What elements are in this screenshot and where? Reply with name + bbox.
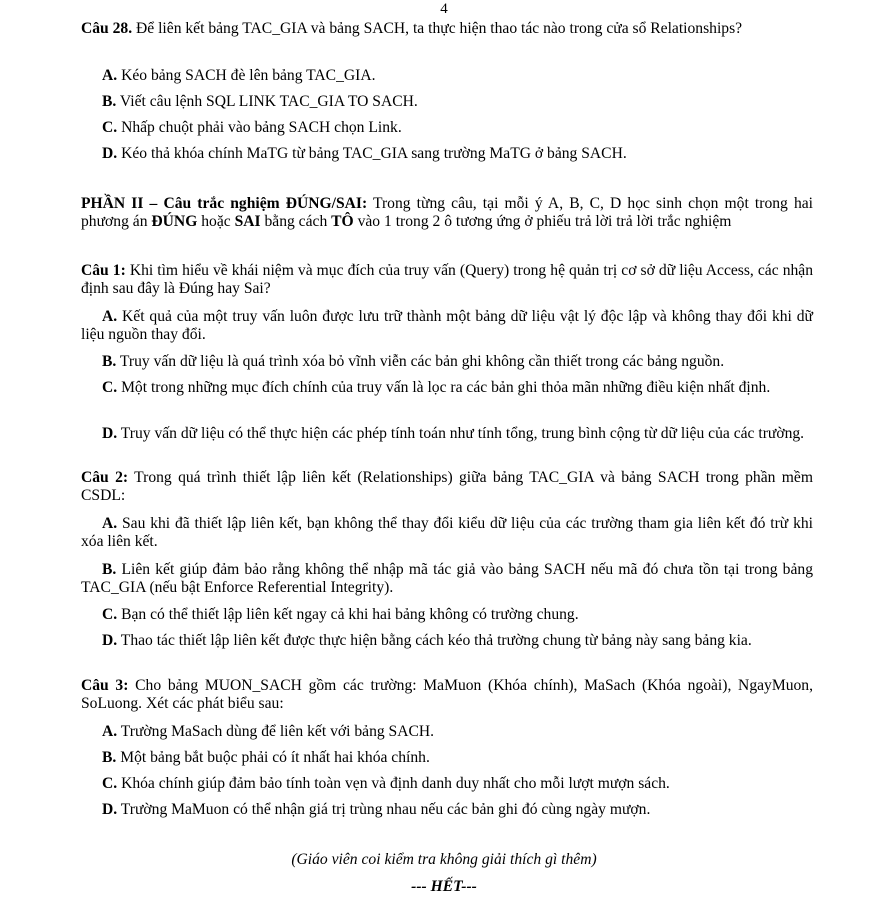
q28-option-b [102, 93, 813, 111]
option-text: Một trong những mục đích chính của truy vấn là lọc ra các bản ghi thỏa mãn những điều kiện nhất định. [117, 379, 771, 396]
option-label: D. [102, 632, 118, 649]
q2-option-a [81, 515, 813, 551]
q3-option-d [81, 801, 813, 819]
tf-question-3 [81, 677, 813, 713]
question-label: Câu 3: [81, 677, 129, 694]
q1-option-c [81, 379, 813, 397]
q3-option-a [81, 723, 813, 741]
option-text: Kéo thả khóa chính MaTG từ bảng TAC_GIA sang trường MaTG ở bảng SACH. [117, 145, 627, 162]
tf-question-2 [81, 469, 813, 505]
option-label: B. [102, 93, 117, 110]
tf-question-1 [81, 262, 813, 298]
option-text: Kết quả của một truy vấn luôn được lưu trữ thành một bảng dữ liệu vật lý độc lập và không thay đổi khi dữ liệu nguồn thay đổi. [81, 308, 813, 343]
option-label: B. [102, 353, 117, 370]
q28-option-a [102, 67, 813, 85]
question-text: Cho bảng MUON_SACH gồm các trường: MaMuon (Khóa chính), MaSach (Khóa ngoài), NgayMuon, SoLuong. Xét các phát biểu sau: [81, 677, 813, 712]
option-label: B. [102, 749, 117, 766]
question-28 [81, 20, 813, 38]
option-label: A. [102, 723, 118, 740]
part-2-instructions [81, 195, 813, 231]
instruction-bold: TÔ [331, 213, 354, 230]
option-label: A. [102, 515, 118, 532]
option-text: Một bảng bắt buộc phải có ít nhất hai khóa chính. [116, 749, 430, 766]
option-text: Liên kết giúp đảm bảo rằng không thể nhập mã tác giả vào bảng SACH nếu mã đó chưa tồn tại trong bảng TAC_GIA (nếu bật Enforce Referential Integrity). [81, 561, 813, 596]
option-label: C. [102, 606, 118, 623]
instruction-bold: SAI [234, 213, 261, 230]
instruction-text: bằng cách [260, 213, 332, 230]
option-label: B. [102, 561, 117, 578]
option-label: D. [102, 425, 118, 442]
option-text: Viết câu lệnh SQL LINK TAC_GIA TO SACH. [116, 93, 418, 110]
instruction-bold: ĐÚNG [151, 213, 198, 230]
option-label: C. [102, 379, 118, 396]
q1-option-d [81, 425, 813, 443]
page-number: 4 [440, 1, 448, 17]
option-label: C. [102, 775, 118, 792]
part-heading: PHẦN II – Câu trắc nghiệm ĐÚNG/SAI: [81, 195, 368, 212]
q2-option-b [81, 561, 813, 597]
option-text: Trường MaMuon có thể nhận giá trị trùng nhau nếu các bản ghi đó cùng ngày mượn. [117, 801, 651, 818]
instruction-text: vào 1 trong 2 ô tương ứng ở phiếu trả lời trả lời trắc nghiệm [353, 213, 732, 230]
instruction-text: hoặc [197, 213, 235, 230]
option-label: A. [102, 308, 118, 325]
q3-option-b [81, 749, 813, 767]
option-text: Thao tác thiết lập liên kết được thực hiện bằng cách kéo thả trường chung từ bảng này sang bảng kia. [117, 632, 752, 649]
option-label: D. [102, 801, 118, 818]
option-label: C. [102, 119, 118, 136]
option-text: Truy vấn dữ liệu có thể thực hiện các phép tính toán như tính tổng, trung bình cộng từ dữ liệu của các trường. [117, 425, 805, 442]
option-text: Nhấp chuột phải vào bảng SACH chọn Link. [117, 119, 402, 136]
question-label: Câu 2: [81, 469, 129, 486]
question-text: Trong quá trình thiết lập liên kết (Relationships) giữa bảng TAC_GIA và bảng SACH trong phần mềm CSDL: [81, 469, 813, 504]
option-text: Truy vấn dữ liệu là quá trình xóa bỏ vĩnh viễn các bản ghi không cần thiết trong các bảng nguồn. [116, 353, 725, 370]
option-text: Sau khi đã thiết lập liên kết, bạn không thể thay đổi kiểu dữ liệu của các trường tham gia liên kết đó trừ khi xóa liên kết. [81, 515, 813, 550]
question-label: Câu 28. [81, 20, 133, 37]
question-text: Để liên kết bảng TAC_GIA và bảng SACH, ta thực hiện thao tác nào trong cửa sổ Relationships? [132, 20, 743, 37]
q3-option-c [81, 775, 813, 793]
q28-option-c [102, 119, 813, 137]
instruction-text: Trong từng câu, tại mỗi ý A, B, C, D học sinh chọn một trong hai phương án [81, 195, 813, 230]
option-label: A. [102, 67, 118, 84]
end-marker: --- HẾT--- [411, 878, 477, 895]
question-label: Câu 1: [81, 262, 126, 279]
q2-option-d [81, 632, 813, 650]
q28-option-d [102, 145, 813, 163]
q1-option-b [81, 353, 813, 371]
q1-option-a [81, 308, 813, 344]
option-text: Trường MaSach dùng để liên kết với bảng SACH. [117, 723, 435, 740]
teacher-note: (Giáo viên coi kiểm tra không giải thích gì thêm) [291, 851, 597, 868]
q2-option-c [81, 606, 813, 624]
question-text: Khi tìm hiểu về khái niệm và mục đích của truy vấn (Query) trong hệ quản trị cơ sở dữ liệu Access, các nhận định sau đây là Đúng hay Sai? [81, 262, 814, 297]
option-label: D. [102, 145, 118, 162]
option-text: Bạn có thể thiết lập liên kết ngay cả khi hai bảng không có trường chung. [117, 606, 579, 623]
option-text: Kéo bảng SACH đè lên bảng TAC_GIA. [117, 67, 376, 84]
option-text: Khóa chính giúp đảm bảo tính toàn vẹn và định danh duy nhất cho mỗi lượt mượn sách. [117, 775, 670, 792]
